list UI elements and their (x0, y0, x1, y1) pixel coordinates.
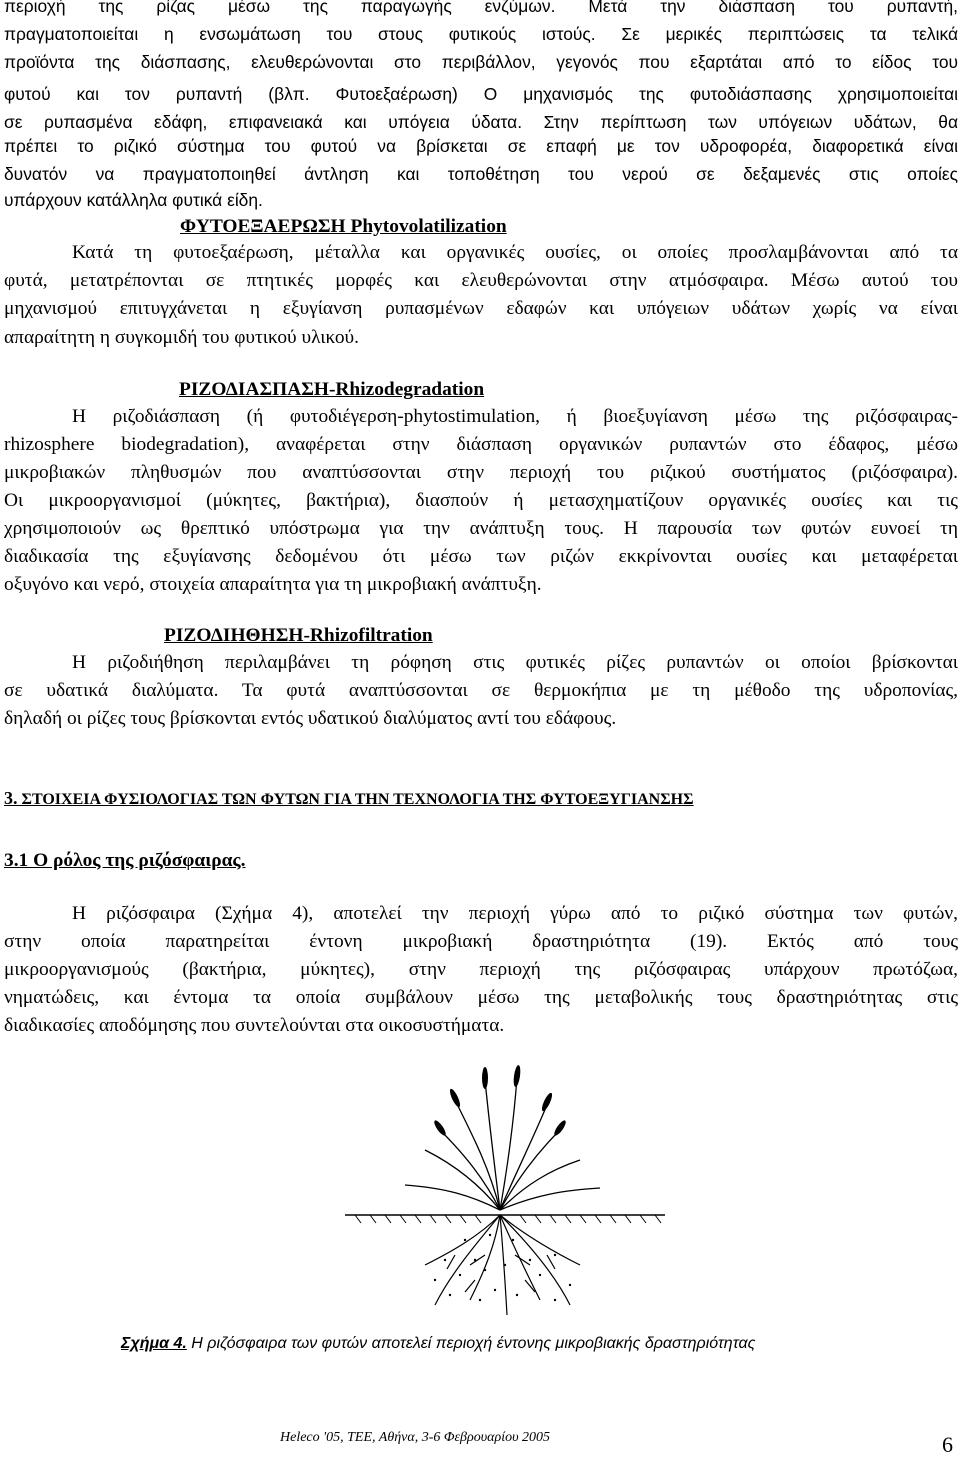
intro-line: προϊόντα της διάσπασης, ελευθερώνονται στο περιβάλλον, γεγονός που εξαρτάται από το είδος του (4, 52, 958, 72)
phytovolatilization-line: φυτά, μετατρέπονται σε πτητικές μορφές και ελευθερώνονται στην ατμόσφαιρα. Μέσω αυτού του (4, 270, 958, 291)
phytovolatilization-line: απαραίτητη η συγκομιδή του φυτικού υλικού. (4, 327, 359, 348)
rhizosphere-figure (285, 1060, 715, 1320)
intro-line: περιοχή της ρίζας μέσω της παραγωγής ενζύμων. Μετά την διάσπαση του ρυπαντή, (4, 0, 958, 16)
section-3-1-line: νηματώδεις, και έντομα τα οποία συμβάλουν μέσω της μεταβολικής τους δραστηριότητας στις (4, 987, 958, 1008)
rhizodegradation-line: Οι μικροοργανισμοί (μύκητες, βακτήρια), διασπούν ή μετασχηματίζουν οργανικές ουσίες και τις (4, 490, 958, 511)
grass-blades (405, 1078, 600, 1210)
root-system (425, 1215, 580, 1315)
rhizodegradation-line: διαδικασία της εξυγίανσης δεδομένου ότι μέσω των ριζών εκκρίνονται ουσίες και μεταφέρεται (4, 546, 958, 567)
intro-line: σε ρυπασμένα εδάφη, επιφανειακά και υπόγεια ύδατα. Στην περίπτωση των υπόγειων υδάτων, θα (4, 112, 958, 132)
section-3-1-heading: 3.1 Ο ρόλος της ριζόσφαιρας. (4, 850, 246, 871)
section-3-1-line: Η ριζόσφαιρα (Σχήμα 4), αποτελεί την περιοχή γύρω από το ριζικό σύστημα των φυτών, (72, 903, 958, 924)
rhizodegradation-line: Η ριζοδιάσπαση (ή φυτοδιέγερση-phytostimulation, ή βιοεξυγίανση μέσω της ριζόσφαιρας- (72, 406, 958, 427)
section-3-title: ΣΤΟΙΧΕΙΑ ΦΥΣΙΟΛΟΓΙΑΣ ΤΩΝ ΦΥΤΩΝ ΓΙΑ ΤΗΝ ΤΕΧΝΟΛΟΓΙΑ ΤΗΣ ΦΥΤΟΕΞΥΓΙΑΝΣΗΣ (21, 791, 694, 808)
rhizofiltration-line: Η ριζοδιήθηση περιλαμβάνει τη ρόφηση στις φυτικές ρίζες ρυπαντών οι οποίοι βρίσκονται (72, 652, 958, 673)
rhizodegradation-line: rhizosphere biodegradation), αναφέρεται στην διάσπαση οργανικών ρυπαντών στο έδαφος, μέσω (4, 434, 958, 455)
seed-heads (432, 1065, 567, 1137)
section-3-heading (4, 788, 694, 809)
intro-line: πραγματοποιείται η ενσωμάτωση του στους φυτικούς ιστούς. Σε μερικές περιπτώσεις τα τελικά (4, 24, 958, 44)
section-3-1-line: μικροοργανισμούς (βακτήρια, μύκητες), στην περιοχή της ριζόσφαιρας υπάρχουν πρωτόζωα, (4, 959, 958, 980)
figure-caption (121, 1335, 755, 1353)
figure-caption-text: Η ριζόσφαιρα των φυτών αποτελεί περιοχή έντονης μικροβιακής δραστηριότητας (186, 1335, 756, 1352)
phytovolatilization-line: Κατά τη φυτοεξαέρωση, μέταλλα και οργανικές ουσίες, οι οποίες προσλαμβάνονται από τα (72, 242, 958, 263)
figure-label: Σχήμα 4. (121, 1335, 187, 1352)
rhizofiltration-heading: ΡΙΖΟΔΙΗΘΗΣΗ-Rhizofiltration (164, 625, 433, 646)
phytovolatilization-heading: ΦΥΤΟΕΞΑΕΡΩΣΗ Phytovolatilization (180, 216, 507, 237)
rhizodegradation-line: μικροβιακών πληθυσμών που αναπτύσσονται στην περιοχή του ριζικού συστήματος (ριζόσφαιρα). (4, 462, 958, 483)
intro-line: δυνατόν να πραγματοποιηθεί άντληση και τοποθέτηση του νερού σε δεξαμενές στις οποίες (4, 164, 958, 184)
rhizofiltration-line: σε υδατικά διαλύματα. Τα φυτά αναπτύσσονται σε θερμοκήπια με τη μέθοδο της υδροπονίας, (4, 680, 958, 701)
section-3-1-line: στην οποία παρατηρείται έντονη μικροβιακή δραστηριότητα (19). Εκτός από τους (4, 931, 958, 952)
rhizodegradation-line: οξυγόνο και νερό, στοιχεία απαραίτητα για τη μικροβιακή ανάπτυξη. (4, 574, 542, 595)
intro-line: φυτού και τον ρυπαντή (βλπ. Φυτοεξαέρωση) Ο μηχανισμός της φυτοδιάσπασης χρησιμοποιείται (4, 84, 958, 104)
rhizofiltration-line: δηλαδή οι ρίζες τους βρίσκονται εντός υδατικού διαλύματος αντί του εδάφους. (4, 708, 617, 729)
section-3-number: 3. (4, 788, 18, 808)
intro-line: πρέπει το ριζικό σύστημα του φυτού να βρίσκεται σε επαφή με τον υδροφορέα, διαφορετικά είναι (4, 136, 958, 156)
rhizodegradation-line: χρησιμοποιούν ως θρεπτικό υπόστρωμα για την ανάπτυξη τους. Η παρουσία των φυτών ευνοεί τη (4, 518, 958, 539)
intro-line: υπάρχουν κατάλληλα φυτικά είδη. (4, 190, 263, 210)
page-number: 6 (942, 1432, 953, 1457)
section-3-1-line: διαδικασίες αποδόμησης που συντελούνται στα οικοσυστήματα. (4, 1015, 505, 1036)
page-footer: Heleco '05, ΤΕΕ, Αθήνα, 3-6 Φεβρουαρίου 2005 (280, 1430, 551, 1445)
rhizodegradation-heading: ΡΙΖΟΔΙΑΣΠΑΣΗ-Rhizodegradation (179, 379, 485, 400)
phytovolatilization-line: μηχανισμού επιτυγχάνεται η εξυγίανση ρυπασμένων εδαφών και υπόγειων υδάτων χωρίς να είναι (4, 298, 958, 319)
